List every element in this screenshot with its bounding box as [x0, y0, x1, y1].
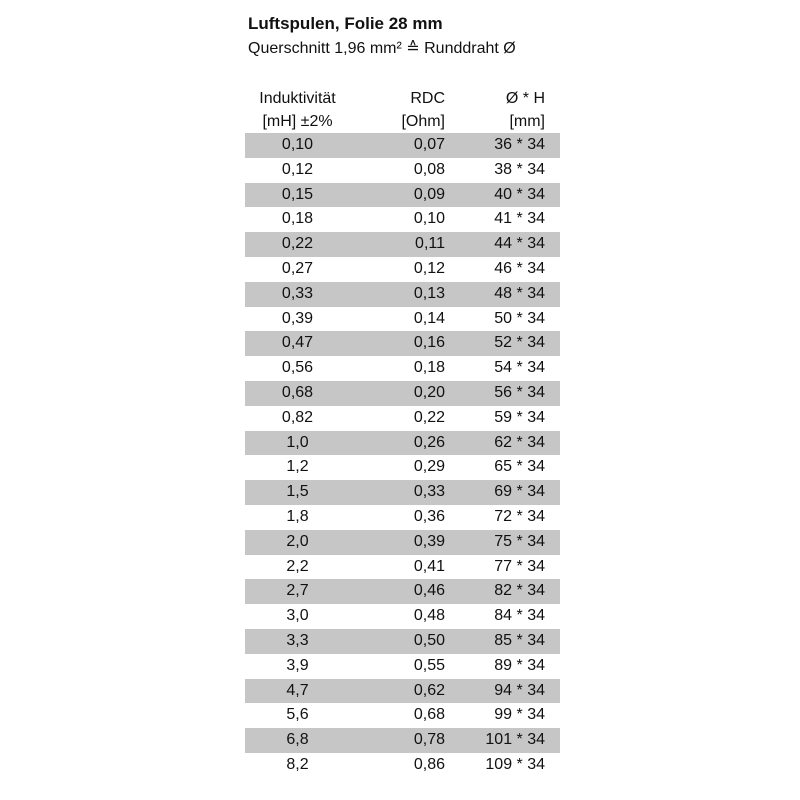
table-row: [245, 307, 560, 332]
cell-rdc: 0,13: [413, 284, 445, 302]
table-row: [245, 282, 560, 307]
table-row: [245, 679, 560, 704]
cell-dimensions: 59 * 34: [494, 408, 545, 426]
table-row: [245, 579, 560, 604]
cell-rdc: 0,07: [413, 136, 445, 153]
cell-dimensions: 56 * 34: [494, 383, 545, 401]
cell-inductance: 0,39: [281, 309, 314, 327]
cell-rdc: 0,86: [413, 755, 445, 773]
cell-rdc: 0,10: [413, 210, 445, 228]
cell-inductance: 0,68: [281, 383, 314, 401]
cell-inductance: 1,8: [286, 507, 309, 525]
cell-inductance: 0,47: [281, 334, 314, 352]
cell-dimensions: 89 * 34: [494, 656, 545, 674]
cell-inductance: 0,56: [281, 359, 314, 377]
table-row: [245, 505, 560, 530]
cell-inductance: 0,10: [281, 136, 314, 153]
cell-inductance: 0,27: [281, 259, 314, 277]
table-row: [245, 480, 560, 505]
table-row: [245, 455, 560, 480]
cell-dimensions: 62 * 34: [494, 433, 545, 451]
cell-rdc: 0,12: [413, 259, 445, 277]
cell-dimensions: 75 * 34: [494, 532, 545, 550]
header-rdc: RDC: [410, 90, 445, 107]
cell-rdc: 0,41: [413, 557, 445, 575]
table-row: [245, 207, 560, 232]
table-row: [245, 431, 560, 456]
table-row: [245, 183, 560, 208]
table-row: [245, 629, 560, 654]
cell-rdc: 0,36: [413, 507, 445, 525]
cell-dimensions: 77 * 34: [494, 557, 545, 575]
cell-inductance: 0,82: [281, 408, 314, 426]
table-row: [245, 356, 560, 381]
table-row: [245, 530, 560, 555]
cell-rdc: 0,33: [413, 483, 445, 501]
cell-rdc: 0,18: [413, 359, 445, 377]
cell-rdc: 0,68: [413, 706, 445, 724]
cell-rdc: 0,11: [415, 235, 445, 253]
table-row: [245, 753, 560, 778]
cell-inductance: 3,9: [286, 656, 309, 674]
header-rdc: [Ohm]: [401, 113, 445, 130]
table-row: [245, 232, 560, 257]
header-inductance: [mH] ±2%: [262, 113, 333, 130]
table-header-row: [245, 87, 560, 110]
header-dimensions: Ø * H: [505, 90, 545, 107]
cell-dimensions: 48 * 34: [494, 284, 545, 302]
cell-rdc: 0,22: [413, 408, 445, 426]
cell-inductance: 1,5: [286, 483, 309, 501]
cell-dimensions: 84 * 34: [494, 607, 545, 625]
cell-inductance: 3,3: [286, 631, 309, 649]
table-row: [245, 133, 560, 158]
cell-dimensions: 54 * 34: [494, 359, 545, 377]
page-subtitle: Querschnitt 1,96 mm² ≙ Runddraht Ø: [248, 40, 516, 57]
cell-rdc: 0,08: [413, 160, 445, 178]
cell-inductance: 0,33: [281, 284, 314, 302]
table-row: [245, 728, 560, 753]
page-title: Luftspulen, Folie 28 mm: [248, 14, 443, 33]
cell-dimensions: 50 * 34: [494, 309, 545, 327]
table-row: [245, 257, 560, 282]
cell-dimensions: 65 * 34: [494, 458, 545, 476]
table-row: [245, 158, 560, 183]
table-row: [245, 703, 560, 728]
cell-rdc: 0,50: [413, 631, 445, 649]
cell-rdc: 0,78: [413, 731, 445, 749]
cell-rdc: 0,09: [413, 185, 445, 203]
cell-dimensions: 82 * 34: [494, 582, 545, 600]
cell-dimensions: 72 * 34: [494, 507, 545, 525]
cell-rdc: 0,62: [413, 681, 445, 699]
cell-dimensions: 40 * 34: [494, 185, 545, 203]
table-row: [245, 555, 560, 580]
cell-inductance: 1,2: [286, 458, 309, 476]
cell-rdc: 0,48: [413, 607, 445, 625]
cell-rdc: 0,39: [413, 532, 445, 550]
cell-dimensions: 52 * 34: [494, 334, 545, 352]
table-row: [245, 331, 560, 356]
table-row: [245, 381, 560, 406]
coil-table: [245, 87, 560, 778]
cell-dimensions: 46 * 34: [494, 259, 545, 277]
table-row: [245, 654, 560, 679]
cell-rdc: 0,20: [413, 383, 445, 401]
cell-rdc: 0,14: [413, 309, 445, 327]
cell-rdc: 0,29: [413, 458, 445, 476]
header-inductance: Induktivität: [259, 90, 336, 107]
cell-inductance: 0,22: [281, 235, 314, 253]
cell-inductance: 4,7: [286, 681, 309, 699]
cell-inductance: 3,0: [286, 607, 309, 625]
cell-dimensions: 38 * 34: [494, 160, 545, 178]
cell-inductance: 8,2: [286, 755, 309, 773]
cell-dimensions: 99 * 34: [494, 706, 545, 724]
table-row: [245, 406, 560, 431]
cell-inductance: 2,2: [286, 557, 309, 575]
cell-dimensions: 109 * 34: [485, 755, 545, 773]
cell-dimensions: 41 * 34: [494, 210, 545, 228]
cell-rdc: 0,16: [413, 334, 445, 352]
cell-inductance: 0,15: [281, 185, 314, 203]
cell-inductance: 2,0: [286, 532, 309, 550]
cell-dimensions: 85 * 34: [494, 631, 545, 649]
cell-dimensions: 36 * 34: [494, 136, 545, 153]
header-dimensions: [mm]: [509, 113, 545, 130]
table-row: [245, 604, 560, 629]
cell-dimensions: 101 * 34: [485, 731, 545, 749]
cell-dimensions: 44 * 34: [494, 235, 545, 253]
cell-rdc: 0,46: [413, 582, 445, 600]
cell-inductance: 0,18: [281, 210, 314, 228]
cell-dimensions: 94 * 34: [494, 681, 545, 699]
cell-inductance: 2,7: [286, 582, 309, 600]
cell-inductance: 1,0: [286, 433, 309, 451]
cell-inductance: 6,8: [286, 731, 309, 749]
cell-rdc: 0,55: [413, 656, 445, 674]
cell-inductance: 5,6: [286, 706, 309, 724]
cell-inductance: 0,12: [281, 160, 314, 178]
table-header-row: [245, 110, 560, 133]
cell-rdc: 0,26: [413, 433, 445, 451]
cell-dimensions: 69 * 34: [494, 483, 545, 501]
